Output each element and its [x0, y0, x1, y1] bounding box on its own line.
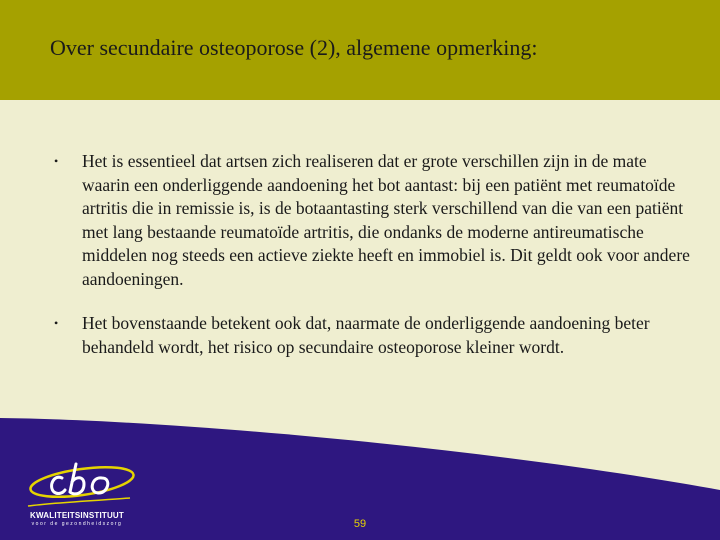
slide-title: Over secundaire osteoporose (2), algemene opmerking:	[50, 35, 538, 60]
bullet-text: Het is essentieel dat artsen zich realiseren dat er grote verschillen zijn in de mate waarin een onderliggende aandoening het bot aantast: bij een patiënt met reumatoïde artritis die in remissie is, is de botaantasting sterk verschillend van die van een patiënt met lang bestaande reumatoïde artritis, die ondanks de moderne antireumatische middelen nog steeds een actieve ziekte heeft en immobiel is. Dit geldt ook voor andere aandoeningen.	[82, 151, 690, 289]
page-number: 59	[353, 518, 367, 530]
bullet-marker: •	[54, 154, 59, 168]
logo-name: KWALITEITSINSTITUUT	[29, 511, 124, 520]
bullet-text: Het bovenstaande betekent ook dat, naarmate de onderliggende aandoening beter behandeld wordt, het risico op secundaire osteoporose kleiner wordt.	[82, 313, 650, 357]
logo-subtitle: voor de gezondheidszorg	[31, 521, 123, 527]
bullet-marker: •	[54, 316, 59, 330]
